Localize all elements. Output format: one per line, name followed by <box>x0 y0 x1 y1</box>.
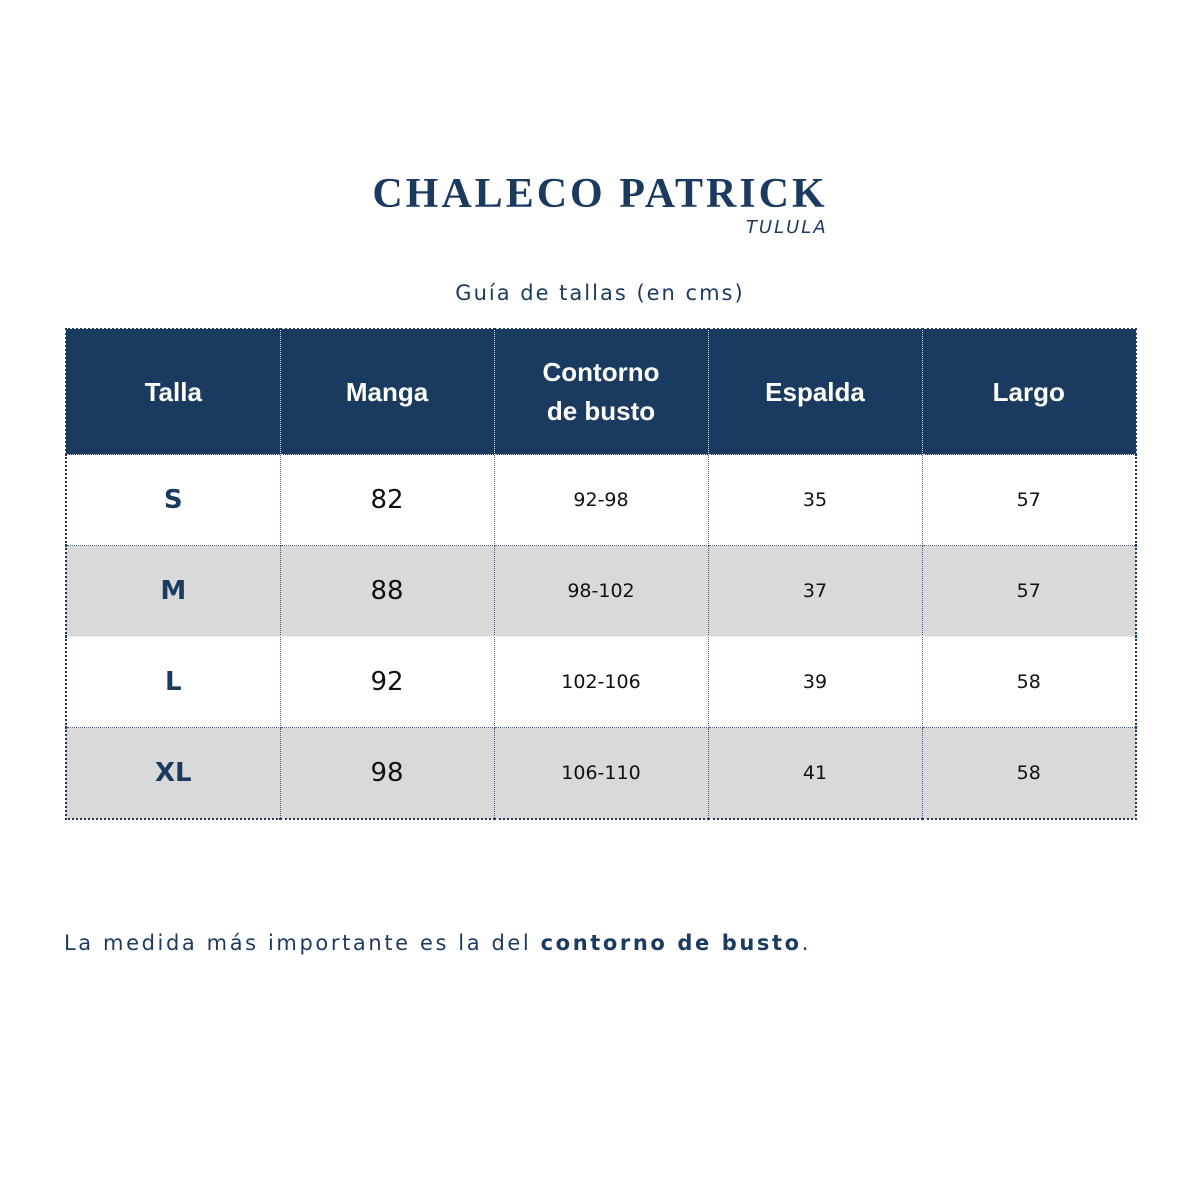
manga-cell: 98 <box>280 728 494 820</box>
talla-cell: XL <box>66 728 280 820</box>
footnote-emphasis: contorno de busto <box>540 931 802 955</box>
espalda-cell: 39 <box>708 637 922 728</box>
largo-cell: 58 <box>922 637 1136 728</box>
largo-cell: 58 <box>922 728 1136 820</box>
product-title <box>372 168 828 238</box>
largo-cell: 57 <box>922 546 1136 637</box>
size-guide-subtitle: Guía de tallas (en cms) <box>455 281 745 305</box>
espalda-cell: 41 <box>708 728 922 820</box>
talla-cell: M <box>66 546 280 637</box>
espalda-cell: 37 <box>708 546 922 637</box>
talla-cell: L <box>66 637 280 728</box>
header-manga: Manga <box>280 329 494 455</box>
header-largo: Largo <box>922 329 1136 455</box>
contorno-cell: 92-98 <box>494 455 708 546</box>
manga-cell: 82 <box>280 455 494 546</box>
header-espalda: Espalda <box>708 329 922 455</box>
title-block <box>0 168 1200 238</box>
table-row <box>66 455 1136 546</box>
footnote <box>64 928 811 958</box>
header-contorno-text: Contorno de busto <box>542 357 660 426</box>
header-talla: Talla <box>66 329 280 455</box>
footnote-suffix: . <box>801 931 811 955</box>
table-row <box>66 546 1136 637</box>
table-header-row <box>66 329 1136 455</box>
manga-cell: 92 <box>280 637 494 728</box>
largo-cell: 57 <box>922 455 1136 546</box>
contorno-cell: 102-106 <box>494 637 708 728</box>
espalda-cell: 35 <box>708 455 922 546</box>
header-contorno <box>494 329 708 455</box>
manga-cell: 88 <box>280 546 494 637</box>
table-row <box>66 637 1136 728</box>
product-title-text: CHALECO PATRICK <box>372 171 828 217</box>
table-row <box>66 728 1136 820</box>
brand-name: TULULA <box>745 217 828 238</box>
footnote-prefix: La medida más importante es la del <box>64 931 541 955</box>
talla-cell: S <box>66 455 280 546</box>
size-table <box>65 328 1137 820</box>
contorno-cell: 98-102 <box>494 546 708 637</box>
contorno-cell: 106-110 <box>494 728 708 820</box>
